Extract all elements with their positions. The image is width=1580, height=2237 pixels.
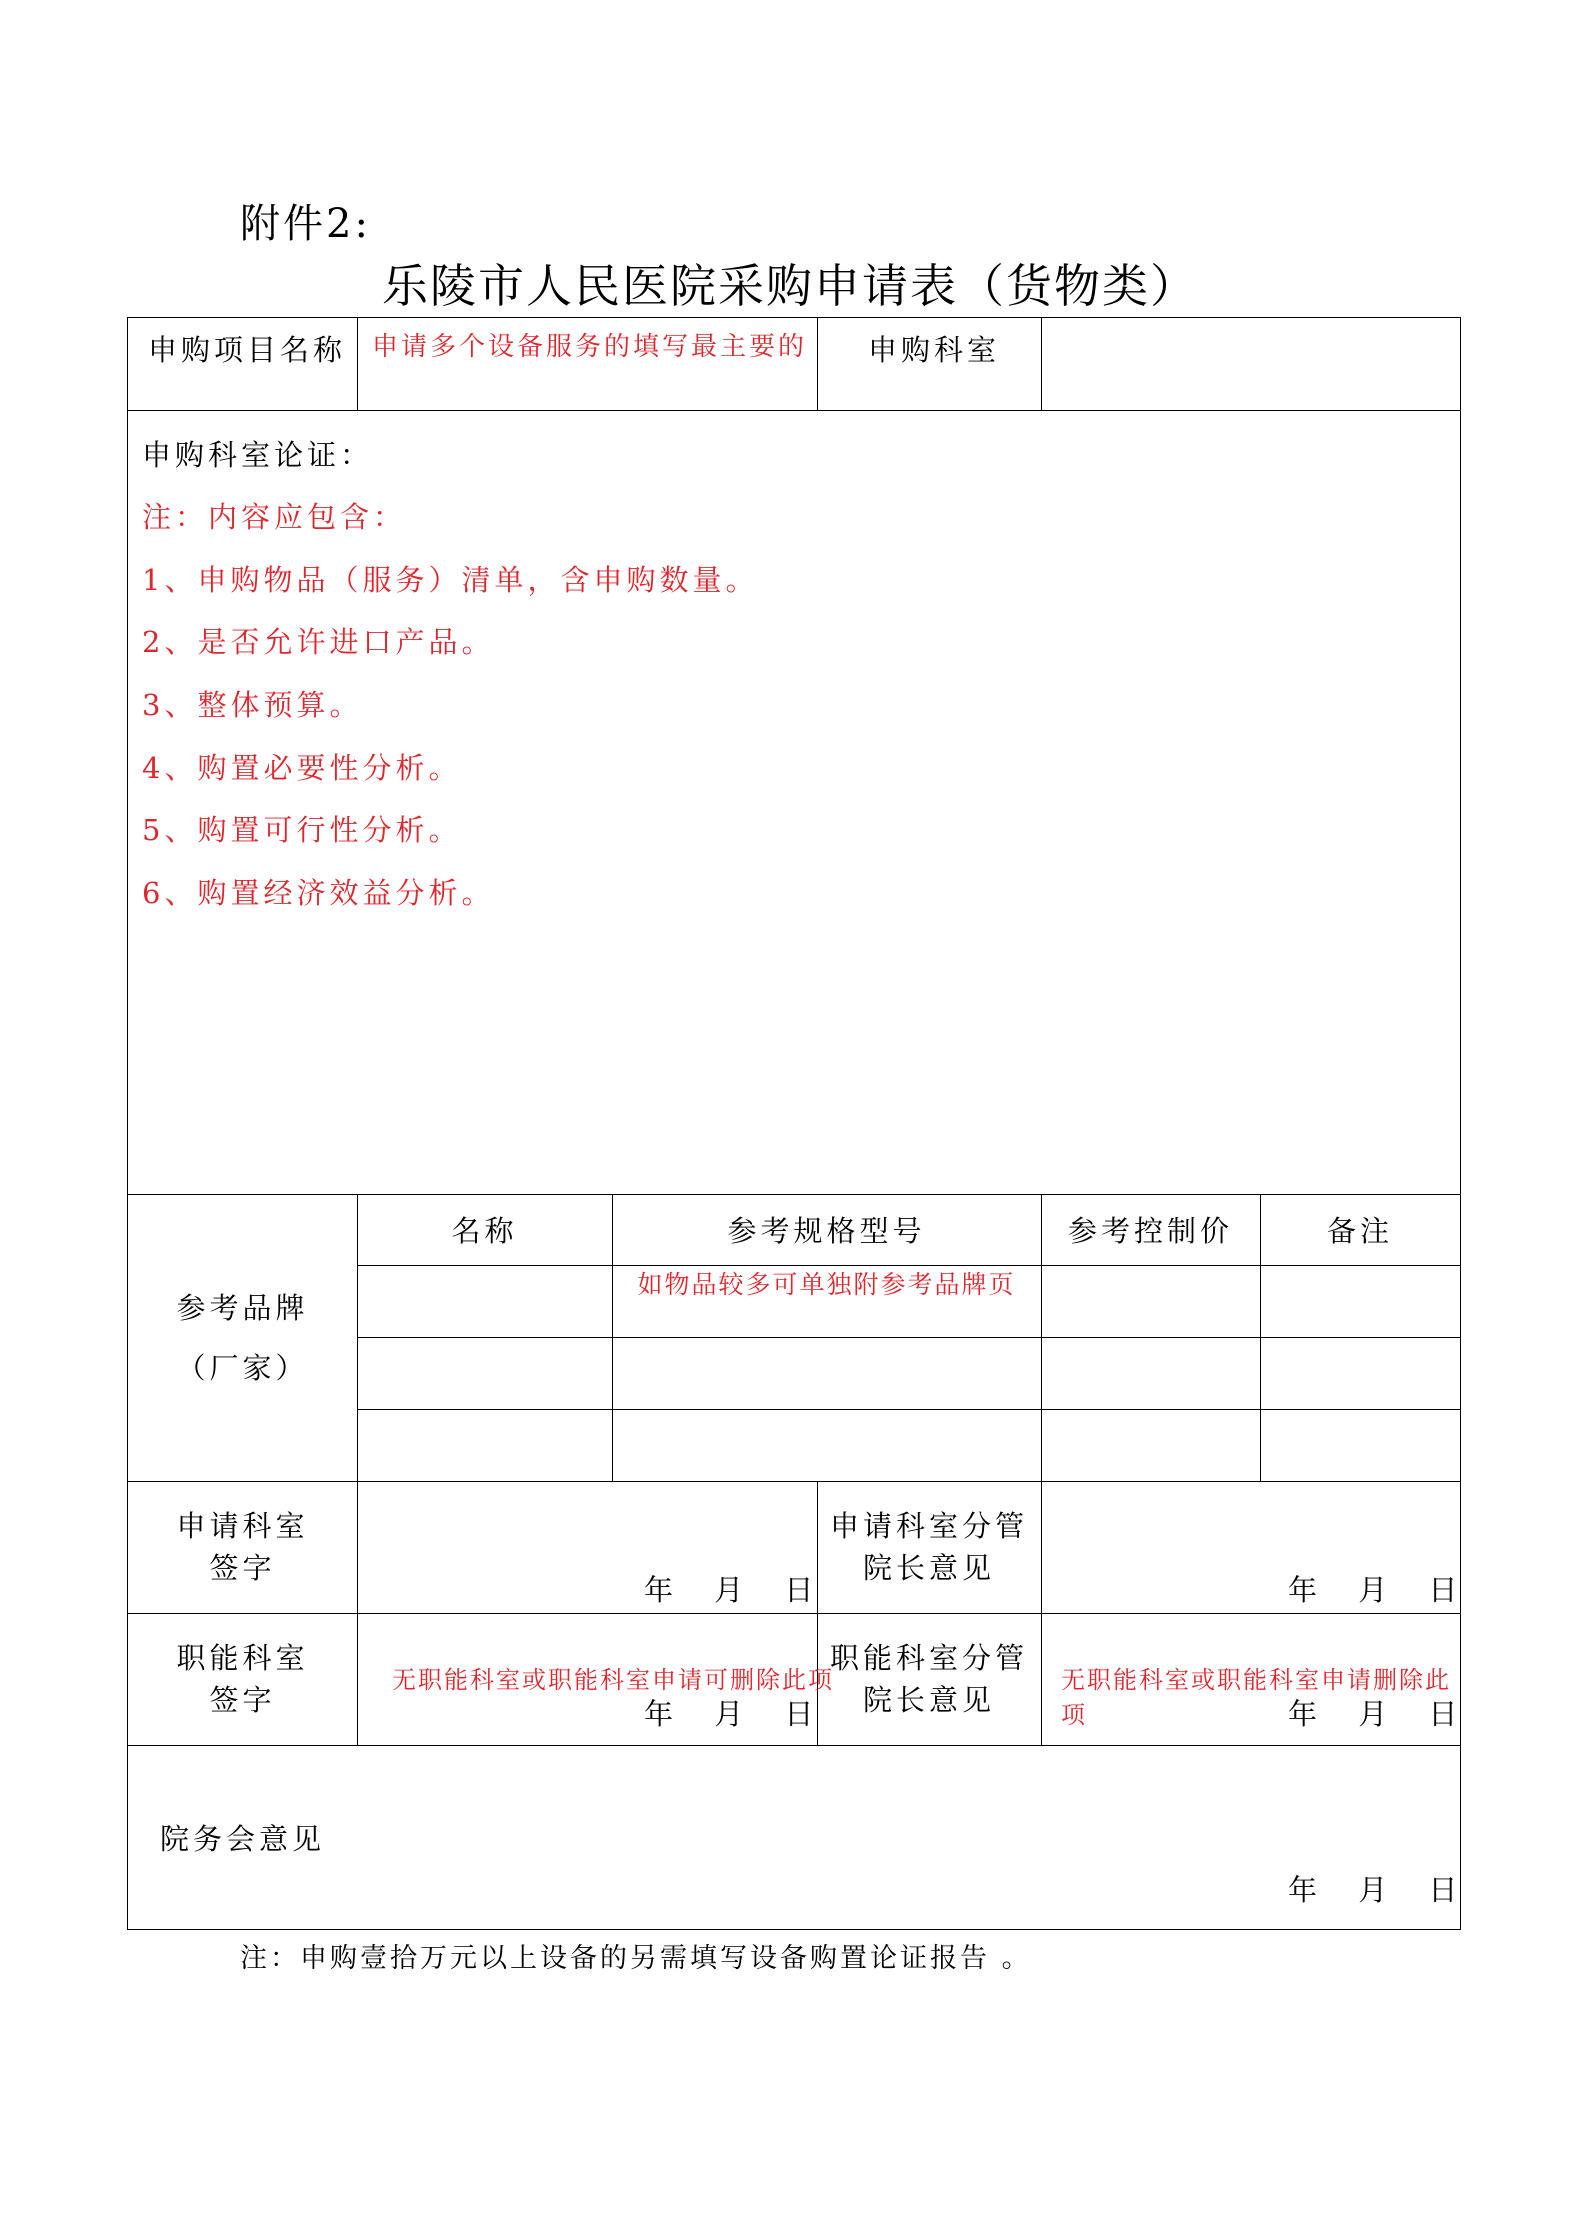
brand-label-line1: 参考品牌 xyxy=(176,1290,309,1325)
brand-cell[interactable] xyxy=(1260,1337,1460,1409)
brand-cell[interactable] xyxy=(612,1337,1041,1409)
argument-item: 1、申购物品（服务）清单，含申购数量。 xyxy=(142,563,759,597)
sign-dept-leader-label xyxy=(817,1481,1041,1613)
brand-header-name: 名称 xyxy=(451,1214,518,1248)
col-divider xyxy=(1041,318,1042,410)
brand-header-remark: 备注 xyxy=(1326,1214,1393,1248)
functional-dept-label-line1: 职能科室 xyxy=(176,1641,309,1675)
functional-dept-label-line2: 签字 xyxy=(209,1683,276,1717)
col-divider xyxy=(1041,1481,1042,1745)
dept-label: 申购科室 xyxy=(868,333,1001,367)
brand-cell[interactable] xyxy=(1041,1337,1260,1409)
functional-dept-date: 年 月 日 xyxy=(644,1697,816,1731)
dept-field[interactable] xyxy=(1046,322,1456,406)
functional-dept-hint[interactable]: 无职能科室或职能科室申请可删除此项 xyxy=(392,1666,834,1694)
council-date: 年 月 日 xyxy=(1288,1873,1460,1907)
argument-item: 6、购置经济效益分析。 xyxy=(142,876,495,910)
brand-header-spec: 参考规格型号 xyxy=(727,1214,926,1248)
sign-dept-label-line2: 签字 xyxy=(209,1551,276,1585)
argument-field[interactable] xyxy=(132,938,1456,1188)
brand-cell[interactable] xyxy=(1041,1265,1260,1337)
functional-leader-hint[interactable]: 无职能科室或职能科室申请删除此项 xyxy=(1061,1666,1451,1729)
col-divider xyxy=(357,318,358,410)
project-name-hint[interactable]: 申请多个设备服务的填写最主要的 xyxy=(372,332,808,362)
brand-cell[interactable] xyxy=(1260,1409,1460,1481)
argument-item: 5、购置可行性分析。 xyxy=(142,813,462,847)
brand-cell[interactable] xyxy=(612,1409,1041,1481)
procurement-form xyxy=(127,317,1461,1930)
brand-cell-hint[interactable]: 如物品较多可单独附参考品牌页 xyxy=(637,1270,1016,1299)
sign-dept-label-line1: 申请科室 xyxy=(176,1509,309,1543)
project-name-label: 申购项目名称 xyxy=(148,333,347,367)
sign-dept-leader-date: 年 月 日 xyxy=(1288,1573,1460,1607)
row-divider xyxy=(128,410,1460,411)
brand-cell[interactable] xyxy=(1041,1409,1260,1481)
form-title: 乐陵市人民医院采购申请表（货物类） xyxy=(382,259,1198,313)
brand-header-price: 参考控制价 xyxy=(1067,1214,1233,1248)
sign-dept-date: 年 月 日 xyxy=(644,1573,816,1607)
argument-item: 2、是否允许进口产品。 xyxy=(142,625,495,659)
argument-item: 4、购置必要性分析。 xyxy=(142,751,462,785)
col-divider xyxy=(817,318,818,410)
functional-leader-label-line2: 院长意见 xyxy=(862,1683,995,1717)
brand-cell[interactable] xyxy=(357,1337,612,1409)
brand-label xyxy=(128,1194,357,1481)
sign-dept-label xyxy=(128,1481,357,1613)
council-label: 院务会意见 xyxy=(159,1821,325,1856)
footer-note: 注：申购壹拾万元以上设备的另需填写设备购置论证报告 。 xyxy=(240,1943,1032,1974)
argument-label: 申购科室论证： xyxy=(142,438,374,472)
functional-leader-label-line1: 职能科室分管 xyxy=(829,1641,1028,1675)
brand-label-line2: （厂家） xyxy=(176,1350,309,1385)
sign-dept-leader-label-line1: 申请科室分管 xyxy=(829,1509,1028,1543)
functional-leader-date: 年 月 日 xyxy=(1288,1697,1460,1731)
functional-leader-label xyxy=(817,1613,1041,1745)
functional-dept-label xyxy=(128,1613,357,1745)
brand-cell[interactable] xyxy=(357,1409,612,1481)
brand-cell[interactable] xyxy=(357,1265,612,1337)
argument-note-title: 注：内容应包含： xyxy=(142,500,407,534)
brand-cell[interactable] xyxy=(1260,1265,1460,1337)
sign-dept-leader-label-line2: 院长意见 xyxy=(862,1551,995,1585)
attachment-label: 附件2: xyxy=(240,201,371,247)
argument-item: 3、整体预算。 xyxy=(142,688,363,722)
